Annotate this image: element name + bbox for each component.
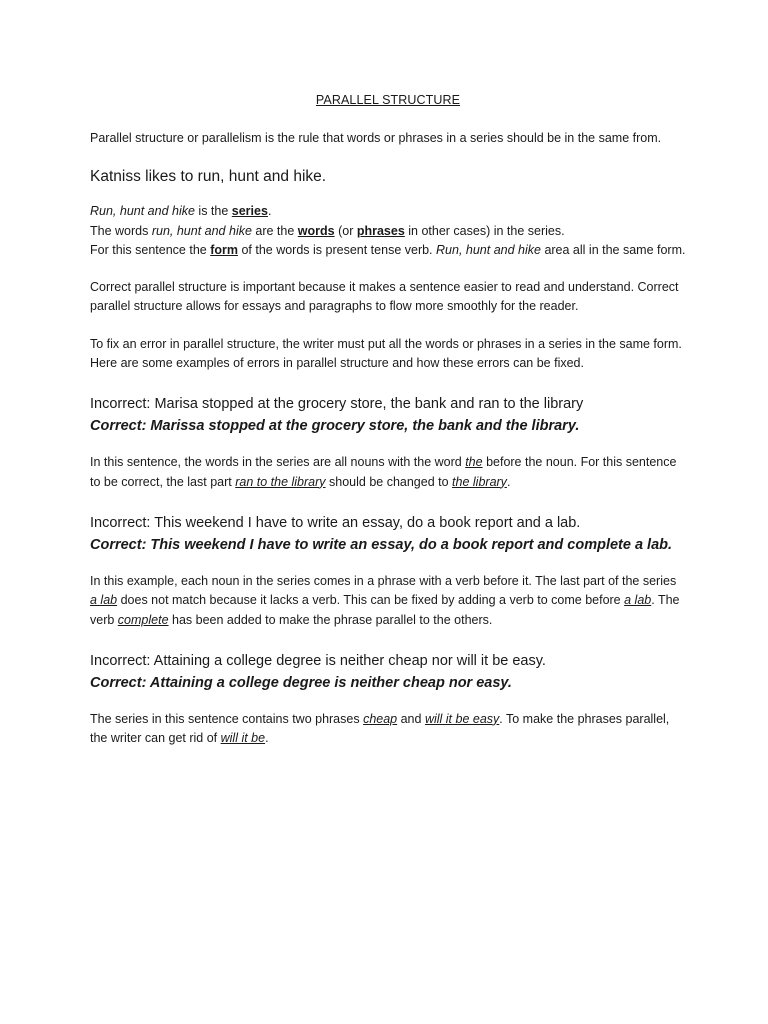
highlight-phrase: complete (117, 612, 169, 627)
document-title: PARALLEL STRUCTURE (315, 93, 461, 107)
highlight-phrase: will it be easy (424, 711, 500, 726)
example1-explanation (90, 453, 686, 492)
highlight-phrase: the (465, 455, 483, 470)
term-words: words (297, 223, 335, 238)
example1-correct: Correct: Marissa stopped at the grocery store, the bank and the library. (90, 418, 580, 435)
text-span: . To make the phrases parallel, the writer can get rid of (90, 711, 670, 746)
text-span: before the noun. For this sentence to be correct, the last part (90, 455, 677, 489)
text-span: The series in this sentence contains two phrases (90, 711, 364, 726)
highlight-phrase: a lab (624, 593, 652, 608)
example3-correct: Correct: Attaining a college degree is neither cheap nor easy. (90, 674, 512, 691)
example3-incorrect: Incorrect: Attaining a college degree is neither cheap nor will it be easy. (90, 652, 546, 669)
text-span: in other cases) in the series. (404, 223, 565, 238)
text-span: does not match because it lacks a verb. This can be fixed by adding a verb to come before (117, 593, 625, 608)
term-form: form (210, 242, 238, 257)
importance-paragraph: Correct parallel structure is important because it makes a sentence easier to read and understand. Correct parallel structure allows for essays and paragraphs to flow more smoothly for the reader. (90, 280, 679, 314)
text-span: and (397, 711, 425, 726)
example2-correct: Correct: This weekend I have to write an essay, do a book report and complete a lab. (90, 536, 673, 553)
italic-phrase: Run, hunt and hike (436, 242, 541, 257)
text-span: For this sentence the (90, 242, 211, 257)
text-span: area all in the same form. (540, 242, 686, 257)
text-span: In this sentence, the words in the series are all nouns with the word (90, 455, 466, 470)
example1-incorrect: Incorrect: Marisa stopped at the grocery store, the bank and ran to the library (90, 396, 584, 413)
italic-phrase: run, hunt and hike (151, 223, 252, 238)
text-span: are the (251, 223, 298, 238)
text-span: (or (334, 223, 357, 238)
text-span: In this example, each noun in the series comes in a phrase with a verb before it. The last part of the series (90, 573, 677, 588)
text-span: has been added to make the phrase parallel to the others. (168, 612, 493, 627)
highlight-phrase: ran to the library (235, 474, 326, 489)
term-phrases: phrases (356, 223, 405, 238)
fix-paragraph: To fix an error in parallel structure, the writer must put all the words or phrases in a series in the same form. Here are some examples of errors in parallel structure and how these errors can be fixed. (90, 336, 682, 371)
document-page (90, 93, 686, 748)
text-span: . (267, 204, 272, 219)
example3-explanation (90, 710, 686, 749)
intro-paragraph: Parallel structure or parallelism is the rule that words or phrases in a series should be in the same from. (90, 131, 662, 145)
highlight-phrase: a lab (90, 593, 118, 608)
example2-explanation (90, 572, 686, 630)
term-series: series (231, 204, 268, 219)
text-span: of the words is present tense verb. (237, 242, 437, 257)
main-example-sentence: Katniss likes to run, hunt and hike. (90, 168, 327, 186)
text-span: is the (194, 204, 232, 219)
highlight-phrase: the library (452, 474, 507, 489)
example2-incorrect: Incorrect: This weekend I have to write an essay, do a book report and a lab. (90, 514, 581, 531)
highlight-phrase: cheap (363, 711, 398, 726)
text-span: . (506, 474, 511, 489)
text-span: . The verb (90, 593, 680, 627)
highlight-phrase: will it be (220, 731, 266, 746)
series-explanation (90, 202, 686, 260)
text-span: . (265, 731, 269, 746)
italic-phrase: Run, hunt and hike (90, 204, 195, 219)
text-span: should be changed to (325, 474, 453, 489)
text-span: The words (90, 223, 152, 238)
